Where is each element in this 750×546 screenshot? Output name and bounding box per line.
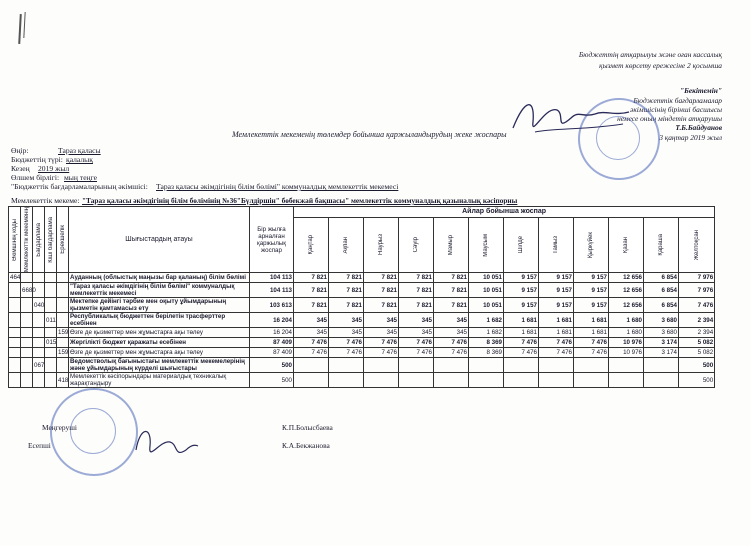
month-value-cell: 7 476 [679,298,715,313]
code-cell [21,328,33,338]
month-value-cell: 7 476 [364,338,399,348]
month-value-cell: 345 [294,313,329,328]
col-header-annual: Бір жылға арналған қаржылық жоспар [250,207,294,273]
month-value-cell: 3 680 [644,328,679,338]
month-value-cell: 1 681 [504,313,539,328]
unit-label: Өлшем бірлігі: [11,173,60,182]
annual-plan-cell: 104 113 [250,283,294,298]
month-value-cell: 2 394 [679,328,715,338]
month-value-cell: 5 082 [679,338,715,348]
head-signature [130,420,200,470]
table-row [9,298,715,313]
month-value-cell: 7 476 [329,348,364,358]
institution-label: Мемлекеттік мекеме: [11,196,80,205]
expense-name-cell: Ауданның (облыстық маңызы бар қаланың) білім бөлімі [69,273,250,283]
month-value-cell: 7 821 [329,283,364,298]
col-header-subprog: Кіші бағдарлама [45,207,57,273]
month-header: Наурыз [364,217,399,273]
code-cell [9,313,21,328]
table-row [9,348,715,358]
month-value-cell: 3 174 [644,348,679,358]
month-value-cell: 9 157 [539,283,574,298]
financing-plan-table [8,206,715,388]
month-header: Мамыр [434,217,469,273]
code-cell [45,328,57,338]
month-value-cell: 1 682 [469,328,504,338]
code-cell: 418 [57,373,69,388]
code-cell: 464 [10,274,21,282]
code-cell [21,348,33,358]
month-value-cell [609,358,644,373]
month-value-cell: 7 476 [364,348,399,358]
expense-name-cell: "Тараз қаласы әкімдігінің білім бөлімі" коммуналдық мемлекеттік мекемесі [69,283,250,298]
table-row [9,373,715,388]
month-value-cell: 3 174 [644,338,679,348]
accountant-name: К.А.Бекжанова [282,441,330,450]
annual-plan-cell: 16 204 [250,328,294,338]
month-value-cell: 7 821 [434,298,469,313]
code-cell [9,358,21,373]
month-header: Маусым [469,217,504,273]
month-value-cell [364,358,399,373]
table-row [9,338,715,348]
month-value-cell: 6 854 [644,298,679,313]
month-value-cell: 1 681 [539,313,574,328]
code-cell [9,283,21,298]
month-value-cell [644,373,679,388]
code-cell [33,313,45,328]
month-value-cell: 345 [329,328,364,338]
annual-plan-cell: 500 [250,373,294,388]
month-value-cell: 7 821 [399,273,434,283]
approval-line-2: қызмет көрсету ережесіне 2 қосымша [599,61,722,70]
approver-line-1: Бюджеттік бағдарламалар [633,96,722,105]
code-cell [57,358,69,373]
month-value-cell: 1 680 [609,328,644,338]
month-value-cell [574,373,609,388]
month-value-cell: 345 [294,328,329,338]
code-cell [21,373,33,388]
code-cell [33,373,45,388]
month-value-cell [364,373,399,388]
annual-plan-cell: 87 409 [250,348,294,358]
annual-plan-cell: 104 113 [250,273,294,283]
period-label: Кезең [11,164,30,173]
code-cell [21,273,33,283]
code-cell [57,338,69,348]
accountant-label: Есепші [28,441,51,450]
month-value-cell [434,358,469,373]
month-value-cell [504,358,539,373]
month-value-cell: 345 [434,313,469,328]
month-value-cell: 5 082 [679,348,715,358]
month-value-cell: 7 476 [539,338,574,348]
month-value-cell: 3 680 [644,313,679,328]
month-value-cell: 1 681 [574,313,609,328]
month-value-cell: 345 [364,313,399,328]
month-value-cell [329,358,364,373]
code-cell [45,373,57,388]
month-value-cell [644,358,679,373]
table-row [9,358,715,373]
month-value-cell: 6 854 [644,273,679,283]
month-value-cell: 500 [679,358,715,373]
month-value-cell: 1 680 [609,313,644,328]
code-cell [9,338,21,348]
month-value-cell: 9 157 [504,283,539,298]
month-value-cell: 6 854 [644,283,679,298]
col-header-specific: Ерекшелік [57,207,69,273]
staple-mark [18,14,22,44]
month-value-cell: 2 394 [679,313,715,328]
region-label: Өңір: [11,146,29,155]
code-cell [9,348,21,358]
code-cell: 040 [33,298,45,313]
month-value-cell: 500 [679,373,715,388]
month-value-cell: 7 821 [329,273,364,283]
code-cell: 015 [46,339,57,347]
month-value-cell [399,358,434,373]
month-value-cell: 7 821 [294,283,329,298]
table-row [9,273,715,283]
col-header-func: Әкімшінің коды [9,207,21,273]
month-value-cell: 7 821 [434,273,469,283]
month-header: Қаңтар [294,217,329,273]
month-value-cell: 7 476 [504,348,539,358]
period-value: 2019 жыл [38,164,70,173]
table-row [9,328,715,338]
month-value-cell: 7 476 [539,348,574,358]
code-cell [45,298,57,313]
month-value-cell: 345 [399,328,434,338]
month-value-cell: 12 656 [609,283,644,298]
expense-name-cell: Мектепке дейінгі тәрбие мен оқыту ұйымдарының қызметін қамтамасыз ету [69,298,250,313]
month-header: Тамыз [539,217,574,273]
month-value-cell: 1 681 [539,328,574,338]
region-value: Тараз қаласы [58,146,101,155]
month-value-cell: 345 [399,313,434,328]
month-value-cell: 7 476 [399,348,434,358]
month-value-cell: 7 821 [434,283,469,298]
code-cell [45,273,57,283]
month-header: Қыркүйек [574,217,609,273]
month-value-cell: 7 821 [399,298,434,313]
table-row [9,283,715,298]
code-cell: 011 [45,313,57,328]
month-value-cell [609,373,644,388]
month-value-cell: 12 656 [609,298,644,313]
approval-date: 3 қаңтар 2019 жыл [659,133,722,142]
code-cell: 159 [58,349,69,357]
month-value-cell [469,373,504,388]
code-cell [21,358,33,373]
month-value-cell [469,358,504,373]
month-value-cell: 7 476 [434,348,469,358]
admin-label: "Бюджеттік бағдарламаларының әкімшісі: [11,182,148,191]
annual-plan-cell: 16 204 [250,313,294,328]
month-header: Қараша [644,217,679,273]
col-header-monthly: Айлар бойынша жоспар [294,207,715,218]
budget-level-value: қалалық [66,155,93,164]
month-value-cell: 7 976 [679,283,715,298]
expense-name-cell: Республикалық бюджеттен берілетін трасферттер есебінен [69,313,250,328]
code-cell [57,313,69,328]
expense-name-cell: Жергілікті бюджет қаражаты есебінен [69,338,250,348]
expense-name-cell: Өзге де қызметтер мен жұмыстарға ақы төлеу [69,348,250,358]
month-value-cell: 9 157 [574,273,609,283]
month-value-cell: 10 976 [609,348,644,358]
month-header: Шілде [504,217,539,273]
col-header-prog: Бағдарлама [33,207,45,273]
month-value-cell: 1 682 [469,313,504,328]
month-value-cell: 10 051 [469,283,504,298]
month-value-cell: 7 476 [574,348,609,358]
month-value-cell: 7 821 [294,298,329,313]
code-cell [21,298,33,313]
month-value-cell: 10 976 [609,338,644,348]
approver-name: Т.Б.Байдуанов [675,123,722,132]
month-value-cell [539,373,574,388]
staple-mark [23,12,25,38]
col-header-name: Шығыстардың атауы [69,207,250,273]
month-value-cell: 7 476 [434,338,469,348]
month-header: Желтоқсан [679,217,715,273]
month-value-cell [574,358,609,373]
code-cell [57,283,69,298]
month-value-cell: 7 821 [329,298,364,313]
month-value-cell [294,373,329,388]
month-value-cell: 7 821 [364,273,399,283]
month-value-cell: 7 821 [364,283,399,298]
month-value-cell: 7 976 [679,273,715,283]
code-cell: 067 [33,358,45,373]
month-header: Қазан [609,217,644,273]
month-value-cell: 7 821 [294,273,329,283]
code-cell: 159 [58,329,69,337]
month-value-cell [399,373,434,388]
month-value-cell: 7 476 [399,338,434,348]
approver-line-2: әкімшісінің бірінші басшысы [630,105,722,114]
month-value-cell: 7 476 [504,338,539,348]
month-value-cell: 345 [329,313,364,328]
code-cell [33,348,45,358]
month-value-cell: 8 369 [469,338,504,348]
month-header: Сәуір [399,217,434,273]
approval-line-1: Бюджеттің атқарылуы және оған кассалық [578,50,722,59]
head-name: К.П.Болысбаева [282,423,333,432]
month-value-cell: 7 476 [294,348,329,358]
month-value-cell: 9 157 [539,298,574,313]
month-value-cell: 10 051 [469,273,504,283]
code-cell [9,373,21,388]
annual-plan-cell: 103 613 [250,298,294,313]
expense-name-cell: Мемлекеттік кәсіпорындары материалдық техникалық жарақтандыру [69,373,250,388]
month-value-cell: 9 157 [574,283,609,298]
month-value-cell: 12 656 [609,273,644,283]
code-cell [21,313,33,328]
month-value-cell [504,373,539,388]
code-cell [33,328,45,338]
institution-value: "Тараз қаласы әкімдігінің білім бөлімінің №36"Бүлдіршін" бөбекжай бақшасы" мемлекеттік коммуналдық қазыналық кәсіпорны [82,196,518,205]
admin-value: Тараз қаласы әкімдігінің білім бөлімі" коммуналдық мемлекеттік мекемесі [156,182,399,191]
month-value-cell [434,373,469,388]
code-cell [45,348,57,358]
month-value-cell: 7 821 [364,298,399,313]
code-cell [45,358,57,373]
col-header-inst: Мемлекеттік мекеменің [21,207,33,273]
month-value-cell [329,373,364,388]
code-cell [9,298,21,313]
month-header: Ақпан [329,217,364,273]
month-value-cell: 10 051 [469,298,504,313]
month-value-cell: 8 369 [469,348,504,358]
head-label: Меңгеруші [42,423,77,432]
expense-name-cell: Өзге де қызметтер мен жұмыстарға ақы төлеу [69,328,250,338]
code-cell [33,338,45,348]
document-title: Мемлекеттік мекеменің төлемдер бойынша қаржыландырудың жеке жоспары [232,130,507,139]
month-value-cell: 345 [434,328,469,338]
table-row [9,313,715,328]
month-value-cell: 7 476 [329,338,364,348]
month-value-cell [294,358,329,373]
month-value-cell: 9 157 [504,298,539,313]
unit-value: мың теңге [64,173,98,182]
annual-plan-cell: 87 409 [250,338,294,348]
month-value-cell: 7 821 [399,283,434,298]
approved-label: "Бекітемін" [680,86,722,95]
month-value-cell: 9 157 [539,273,574,283]
month-value-cell: 9 157 [574,298,609,313]
code-cell [45,283,57,298]
code-cell [33,273,45,283]
annual-plan-cell: 500 [250,358,294,373]
month-value-cell: 1 681 [504,328,539,338]
approver-signature [505,88,635,148]
month-value-cell: 7 476 [574,338,609,348]
code-cell [9,328,21,338]
budget-level-label: Бюджеттің түрі: [11,155,63,164]
month-value-cell: 1 681 [574,328,609,338]
month-value-cell: 9 157 [504,273,539,283]
month-value-cell: 345 [364,328,399,338]
code-cell [21,338,33,348]
month-value-cell [539,358,574,373]
expense-name-cell: Ведомстволық бағыныстағы мемлекеттік мекемелерінің және ұйымдарының күрделі шығыстары [69,358,250,373]
approver-line-3: немесе оның міндетін атқарушы [617,114,722,123]
code-cell [57,298,69,313]
code-cell [57,273,69,283]
month-value-cell: 7 476 [294,338,329,348]
code-cell: 6680 [21,283,33,298]
